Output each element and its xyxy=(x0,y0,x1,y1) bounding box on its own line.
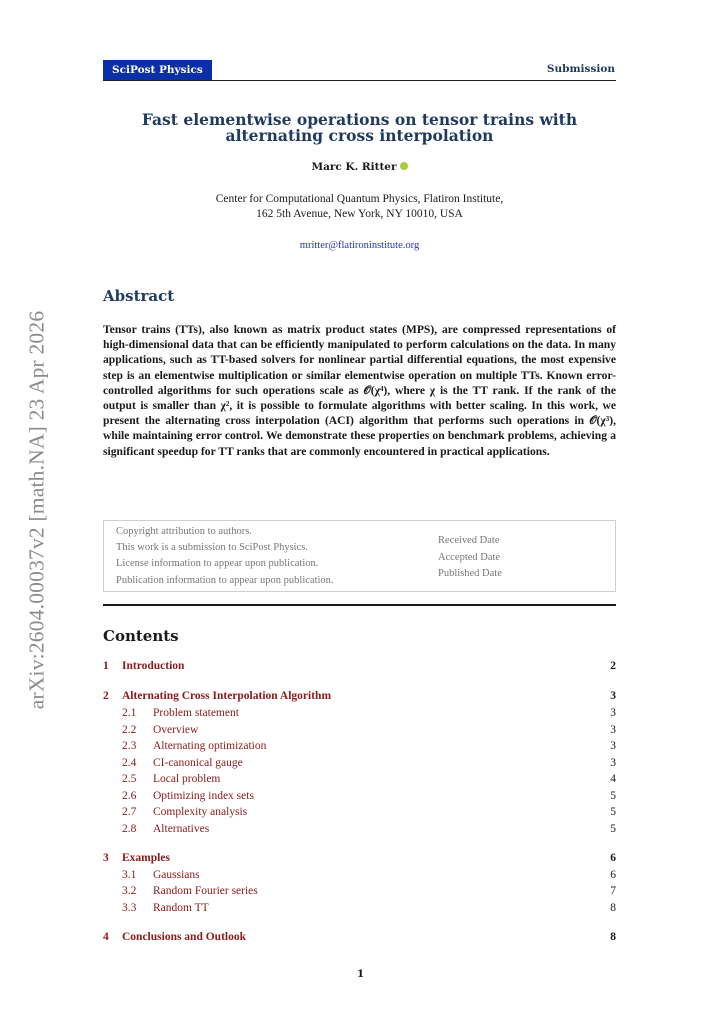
toc-page: 3 xyxy=(610,723,616,736)
toc-number[interactable]: 2.7 xyxy=(122,806,137,818)
toc-label[interactable]: Alternatives xyxy=(153,822,210,835)
title-line: Fast elementwise operations on tensor trains with xyxy=(141,110,578,129)
toc-label[interactable]: Local problem xyxy=(153,773,221,785)
toc-number[interactable]: 2.1 xyxy=(122,707,137,719)
toc-entry[interactable] xyxy=(103,852,616,868)
page-number: 1 xyxy=(356,968,365,980)
toc-page: 2 xyxy=(610,660,616,672)
toc-number[interactable]: 3.3 xyxy=(122,901,137,914)
toc-number[interactable]: 3.2 xyxy=(122,885,137,897)
toc-page: 8 xyxy=(610,931,616,943)
toc-entry[interactable] xyxy=(103,823,616,839)
toc-number[interactable]: 2.3 xyxy=(122,740,137,752)
toc-number[interactable]: 2.5 xyxy=(122,773,137,785)
author xyxy=(103,161,616,173)
toc-label[interactable]: Conclusions and Outlook xyxy=(122,931,246,943)
toc-label[interactable]: Alternating Cross Interpolation Algorithm xyxy=(122,690,332,702)
info-line: Publication information to appear upon publication. xyxy=(116,574,334,586)
toc-number[interactable]: 3 xyxy=(103,852,109,864)
submission-label: Submission xyxy=(546,63,615,75)
toc-page: 6 xyxy=(610,868,616,881)
toc-number[interactable]: 4 xyxy=(103,931,109,943)
affiliation-line: 162 5th Avenue, New York, NY 10010, USA xyxy=(256,208,463,220)
toc-number[interactable]: 2 xyxy=(103,690,109,702)
toc-page: 8 xyxy=(610,901,616,914)
orcid-icon[interactable] xyxy=(400,162,408,170)
toc-entry[interactable] xyxy=(103,806,616,822)
info-line: License information to appear upon publication. xyxy=(116,558,319,570)
toc-entry[interactable] xyxy=(103,902,616,918)
toc-entry[interactable] xyxy=(103,740,616,756)
publication-info-box xyxy=(103,520,616,592)
header-rule xyxy=(103,80,616,81)
toc-number[interactable]: 3.1 xyxy=(122,868,137,881)
toc-page: 5 xyxy=(610,806,616,818)
toc-page: 6 xyxy=(610,852,616,864)
toc-entry[interactable] xyxy=(103,773,616,789)
toc-label[interactable]: Problem statement xyxy=(153,707,239,719)
info-line: Copyright attribution to authors. xyxy=(116,526,252,537)
toc-label[interactable]: CI-canonical gauge xyxy=(153,756,243,769)
toc-entry[interactable] xyxy=(103,869,616,885)
affiliation-line: Center for Computational Quantum Physics, Flatiron Institute, xyxy=(215,193,504,205)
toc-entry[interactable] xyxy=(103,707,616,723)
accepted-date: Accepted Date xyxy=(438,551,501,563)
email-link[interactable]: mritter@flatironinstitute.org xyxy=(299,240,420,251)
toc-number[interactable]: 2.4 xyxy=(122,756,137,769)
arxiv-stamp: arXiv:2604.00037v2 [math.NA] 23 Apr 2026 xyxy=(24,310,49,710)
toc-label[interactable]: Gaussians xyxy=(153,868,200,881)
toc-number[interactable]: 2.2 xyxy=(122,723,137,736)
toc-label[interactable]: Alternating optimization xyxy=(153,740,267,752)
toc-entry[interactable] xyxy=(103,885,616,901)
toc-entry[interactable] xyxy=(103,660,616,676)
toc-entry[interactable] xyxy=(103,757,616,773)
toc-page: 5 xyxy=(610,822,616,835)
toc-number[interactable]: 1 xyxy=(103,660,109,672)
toc-page: 3 xyxy=(610,740,616,752)
published-date: Published Date xyxy=(438,568,502,579)
section-rule xyxy=(103,604,616,606)
toc-label[interactable]: Overview xyxy=(153,723,199,736)
title-line: alternating cross interpolation xyxy=(225,126,494,145)
toc-label[interactable]: Examples xyxy=(122,852,170,864)
affiliation xyxy=(103,192,616,222)
abstract-heading: Abstract xyxy=(103,287,175,305)
toc-label[interactable]: Random TT xyxy=(153,901,209,914)
toc-label[interactable]: Complexity analysis xyxy=(153,806,248,818)
author-name: Marc K. Ritter xyxy=(311,161,397,173)
toc-number[interactable]: 2.6 xyxy=(122,789,137,802)
toc-entry[interactable] xyxy=(103,690,616,706)
abstract-paragraph: Tensor trains (TTs), also known as matrix product states (MPS), are compressed representations of high-dimensional data that can be efficiently manipulated to perform calculations on the data. In many applications, such as TT-based solvers for nonlinear partial differential equations, the most expensive step is an elementwise multiplication or similar elementwise operation on multiple TTs. Known error-controlled algorithms for such operations scale as 𝒪(χ⁴), where χ is the TT rank. If the rank of the output is smaller than χ², it is possible to formulate algorithms with better scaling. In this work, we present the alternating cross interpolation (ACI) algorithm that performs such operations in 𝒪(χ³), while maintaining error control. We demonstrate these properties on benchmark problems, achieving a significant speedup for TT ranks that are commonly encountered in practical applications. xyxy=(103,323,616,458)
abstract-text xyxy=(103,322,616,459)
toc-entry[interactable] xyxy=(103,724,616,740)
toc-number[interactable]: 2.8 xyxy=(122,822,137,835)
toc-entry[interactable] xyxy=(103,790,616,806)
toc-label[interactable]: Random Fourier series xyxy=(153,885,258,897)
toc-label[interactable]: Introduction xyxy=(122,660,185,672)
info-left xyxy=(116,524,334,589)
toc-label[interactable]: Optimizing index sets xyxy=(153,789,254,802)
toc-page: 3 xyxy=(610,690,616,702)
toc-entry[interactable] xyxy=(103,931,616,947)
toc-page: 5 xyxy=(610,789,616,802)
contents-heading: Contents xyxy=(103,627,179,645)
received-date: Received Date xyxy=(438,535,500,546)
info-line: This work is a submission to SciPost Physics. xyxy=(116,542,308,554)
toc-page: 3 xyxy=(610,707,616,719)
paper-title xyxy=(103,112,616,144)
journal-badge[interactable]: SciPost Physics xyxy=(103,60,212,80)
toc-page: 4 xyxy=(610,773,616,785)
toc-page: 7 xyxy=(610,885,616,897)
toc-page: 3 xyxy=(610,756,616,769)
info-right xyxy=(438,533,502,583)
